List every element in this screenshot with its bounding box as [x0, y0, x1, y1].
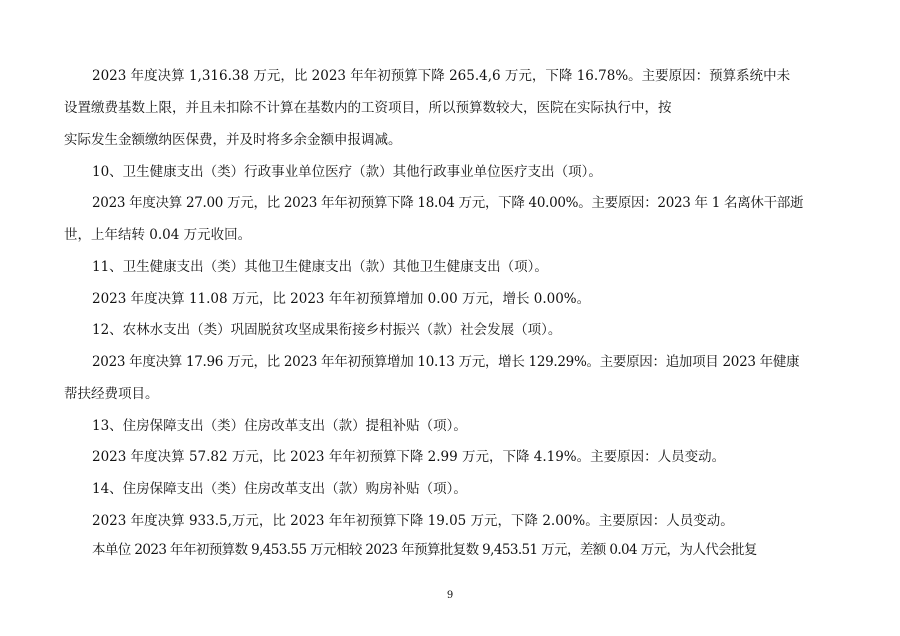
- paragraph-line: 设置缴费基数上限，并且未扣除不计算在基数内的工资项目，所以预算数较大，医院在实际执行中，按: [64, 100, 672, 116]
- paragraph-line: 世，上年结转 0.04 万元收回。: [64, 227, 252, 243]
- paragraph-line: 帮扶经费项目。: [64, 386, 159, 402]
- section-heading: 11、卫生健康支出（类）其他卫生健康支出（款）其他卫生健康支出（项）。: [92, 259, 548, 275]
- paragraph-line: 2023 年度决算 933.5,万元，比 2023 年年初预算下降 19.05 万元，下降 2.00%。主要原因：人员变动。: [92, 513, 734, 529]
- section-heading: 12、农林水支出（类）巩固脱贫攻坚成果衔接乡村振兴（款）社会发展（项）。: [92, 322, 562, 338]
- section-heading: 10、卫生健康支出（类）行政事业单位医疗（款）其他行政事业单位医疗支出（项）。: [92, 164, 602, 180]
- paragraph-line: 实际发生金额缴纳医保费，并及时将多余金额申报调减。: [64, 132, 402, 148]
- paragraph-line: 2023 年度决算 17.96 万元，比 2023 年年初预算增加 10.13 万元，增长 129.29%。主要原因：追加项目 2023 年健康: [92, 354, 800, 370]
- paragraph-line: 2023 年度决算 57.82 万元，比 2023 年年初预算下降 2.99 万元，下降 4.19%。主要原因：人员变动。: [92, 449, 726, 465]
- paragraph-line: 2023 年度决算 27.00 万元，比 2023 年年初预算下降 18.04 万元，下降 40.00%。主要原因：2023 年 1 名离休干部逝: [92, 195, 804, 211]
- section-heading: 13、住房保障支出（类）住房改革支出（款）提租补贴（项）。: [92, 418, 467, 434]
- paragraph-line: 本单位 2023 年年初预算数 9,453.55 万元相较 2023 年预算批复数 9,453.51 万元，差额 0.04 万元，为人代会批复: [92, 542, 757, 558]
- page-number: 9: [446, 590, 454, 601]
- section-heading: 14、住房保障支出（类）住房改革支出（款）购房补贴（项）。: [92, 481, 467, 497]
- paragraph-line: 2023 年度决算 1,316.38 万元，比 2023 年年初预算下降 265.4,6 万元，下降 16.78%。主要原因：预算系统中未: [92, 68, 791, 84]
- paragraph-line: 2023 年度决算 11.08 万元，比 2023 年年初预算增加 0.00 万元，增长 0.00%。: [92, 291, 591, 307]
